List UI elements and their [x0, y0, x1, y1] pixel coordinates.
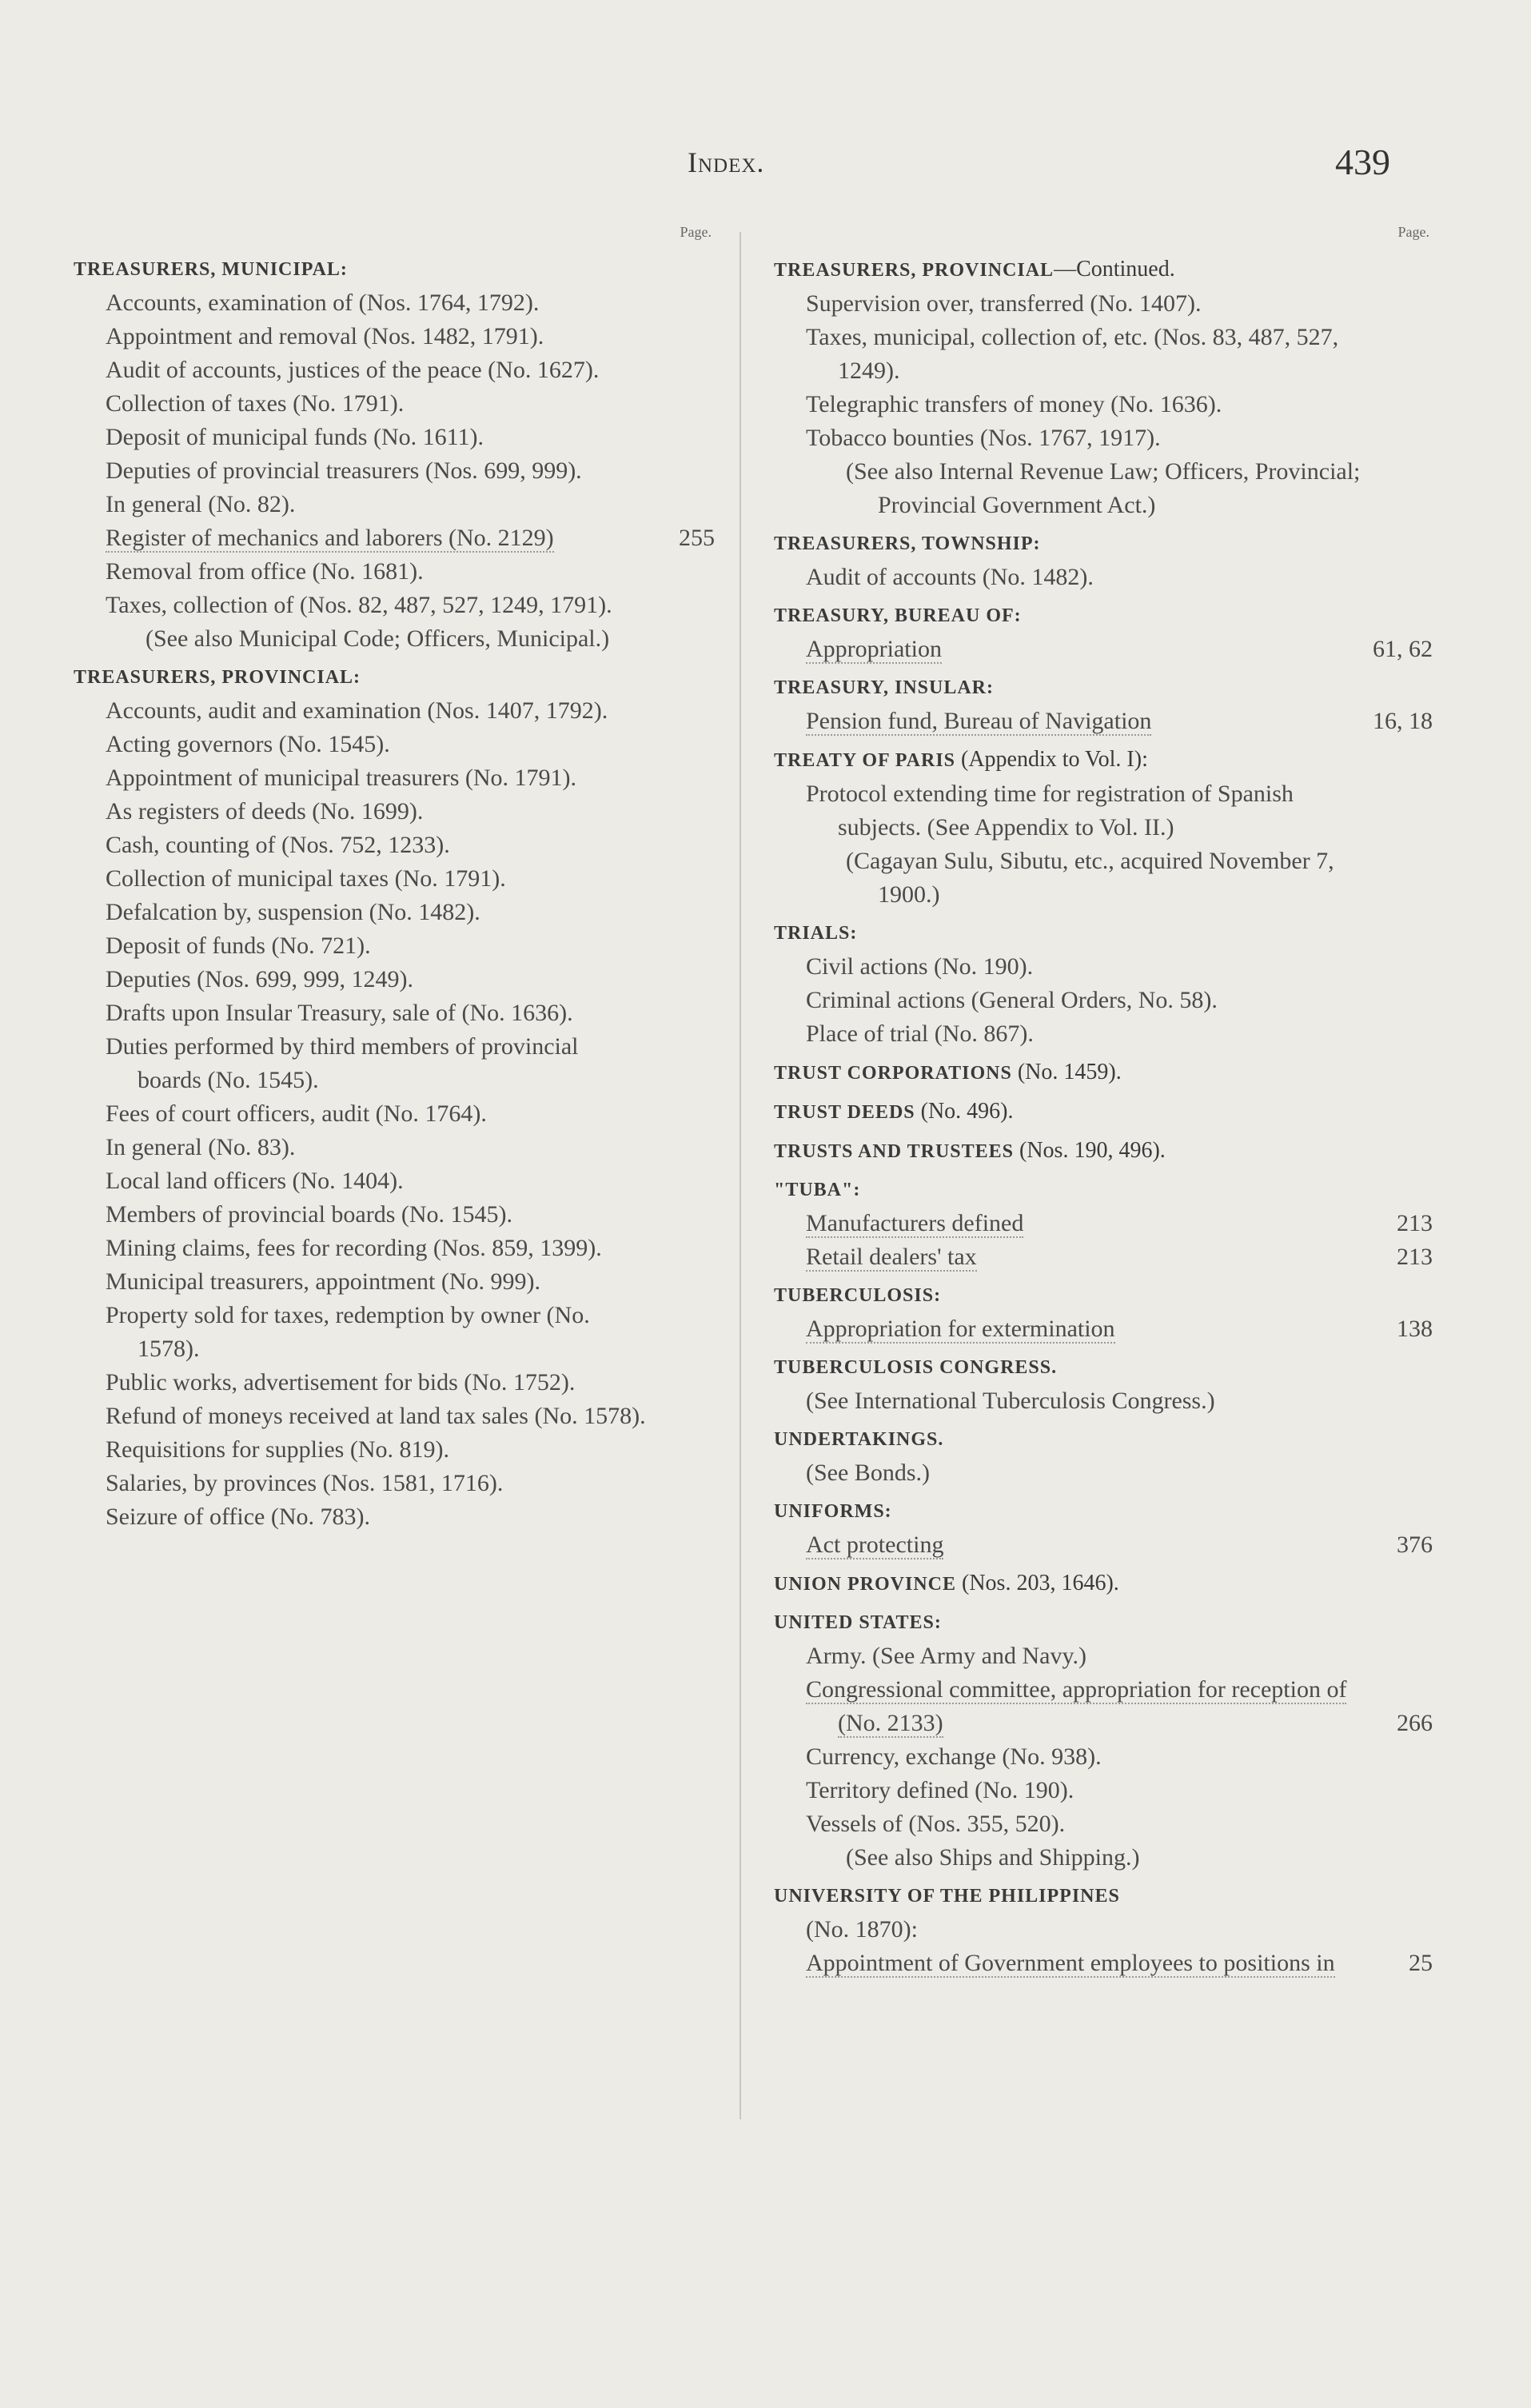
index-entry [774, 1673, 1437, 1740]
page-ref: 138 [1397, 1316, 1433, 1342]
index-entry: (No. 1870): [806, 1916, 918, 1943]
index-entry: Deputies of provincial treasurers (Nos. 699, 999). [106, 457, 582, 484]
index-entry [774, 705, 1437, 738]
see-also-entry: (See also Ships and Shipping.) [846, 1844, 1140, 1871]
heading-ref: (No. 1459). [1017, 1060, 1122, 1084]
index-entry: Collection of municipal taxes (No. 1791). [106, 865, 506, 892]
entry-text: Register of mechanics and laborers (No. 2129) [106, 525, 554, 551]
index-entry: In general (No. 83). [106, 1134, 296, 1160]
index-entry: Telegraphic transfers of money (No. 1636). [806, 391, 1222, 417]
index-entry: Place of trial (No. 867). [806, 1020, 1034, 1047]
index-heading: "TUBA": [774, 1180, 861, 1200]
index-heading: TRIALS: [774, 923, 858, 944]
index-entry [74, 521, 720, 555]
heading-ref: (No. 496). [920, 1099, 1014, 1124]
index-entry: Members of provincial boards (No. 1545). [106, 1201, 513, 1228]
index-entry [774, 633, 1437, 666]
index-entry [774, 1312, 1437, 1346]
index-entry: Fees of court officers, audit (No. 1764). [106, 1100, 487, 1127]
index-heading: TUBERCULOSIS: [774, 1285, 942, 1306]
index-heading: UNIFORMS: [774, 1501, 892, 1522]
index-entry: Appointment and removal (Nos. 1482, 1791). [106, 323, 544, 349]
index-entry: Taxes, collection of (Nos. 82, 487, 527, 1249, 1791). [106, 592, 612, 618]
index-heading: TREASURERS, TOWNSHIP: [774, 533, 1041, 554]
see-also-entry: (See International Tuberculosis Congress.) [806, 1388, 1215, 1414]
index-entry: Refund of moneys received at land tax sales (No. 1578). [106, 1403, 646, 1429]
index-heading: TREASURERS, PROVINCIAL: [74, 667, 361, 688]
index-entry: Appointment of municipal treasurers (No. 1791). [106, 765, 577, 791]
index-entry: Accounts, examination of (Nos. 1764, 1792). [106, 290, 540, 316]
page-column-label: Page. [1397, 224, 1429, 240]
index-entry: Deposit of funds (No. 721). [106, 932, 371, 959]
index-entry: Audit of accounts (No. 1482). [806, 564, 1094, 590]
index-heading [774, 1095, 1437, 1129]
heading-text: TREASURERS, PROVINCIAL [774, 260, 1055, 281]
page-ref: 213 [1397, 1244, 1433, 1270]
heading-ref: (Appendix to Vol. I): [961, 747, 1148, 772]
continued-label: —Continued. [1054, 257, 1175, 282]
index-entry: Civil actions (No. 190). [806, 953, 1034, 980]
index-entry: Vessels of (Nos. 355, 520). [806, 1811, 1066, 1837]
see-also-entry: (See also Municipal Code; Officers, Municipal.) [146, 625, 610, 652]
index-entry: Deputies (Nos. 699, 999, 1249). [106, 966, 413, 992]
index-entry: Mining claims, fees for recording (Nos. 859, 1399). [106, 1235, 602, 1261]
index-heading [774, 743, 1437, 777]
page-ref: 61, 62 [1373, 636, 1433, 662]
index-entry: Salaries, by provinces (Nos. 1581, 1716). [106, 1470, 504, 1496]
index-entry: Defalcation by, suspension (No. 1482). [106, 899, 480, 925]
index-entry: Local land officers (No. 1404). [106, 1168, 404, 1194]
heading-text: TRUST DEEDS [774, 1102, 915, 1123]
index-heading: TREASURY, BUREAU OF: [774, 605, 1022, 626]
index-entry [774, 1240, 1437, 1274]
index-heading [774, 253, 1437, 287]
page-header [0, 142, 1531, 194]
heading-text: TRUSTS AND TRUSTEES [774, 1141, 1015, 1162]
page-ref: 376 [1397, 1531, 1433, 1558]
entry-text: Manufacturers defined [806, 1210, 1024, 1236]
index-entry: Protocol extending time for registration of Spanish subjects. (See Appendix to Vol. II.) [806, 781, 1294, 841]
index-entry: Criminal actions (General Orders, No. 58). [806, 987, 1218, 1013]
index-heading: UNDERTAKINGS. [774, 1429, 944, 1450]
page-ref: 266 [1397, 1710, 1433, 1736]
index-entry: Audit of accounts, justices of the peace (No. 1627). [106, 357, 600, 383]
heading-text: UNION PROVINCE [774, 1574, 957, 1595]
entry-text: Appropriation for extermination [806, 1316, 1115, 1342]
index-entry: Property sold for taxes, redemption by owner (No. 1578). [106, 1302, 590, 1362]
page-ref: 16, 18 [1373, 708, 1433, 734]
index-entry [774, 1947, 1437, 1980]
index-entry: Supervision over, transferred (No. 1407). [806, 290, 1202, 317]
entry-text: Appointment of Government employees to positions in [806, 1950, 1335, 1976]
index-heading: UNITED STATES: [774, 1612, 942, 1633]
index-heading [774, 1567, 1437, 1601]
index-column-right [774, 224, 1437, 1980]
index-entry: Drafts upon Insular Treasury, sale of (No. 1636). [106, 1000, 573, 1026]
index-entry: Municipal treasurers, appointment (No. 999). [106, 1268, 541, 1295]
index-heading: TREASURERS, MUNICIPAL: [74, 259, 348, 280]
heading-text: TREATY OF PARIS [774, 750, 956, 771]
index-heading [774, 1056, 1437, 1090]
index-entry: Currency, exchange (No. 938). [806, 1743, 1102, 1770]
index-heading: UNIVERSITY OF THE PHILIPPINES [774, 1886, 1120, 1907]
index-entry: Public works, advertisement for bids (No. 1752). [106, 1369, 576, 1396]
entry-text: Pension fund, Bureau of Navigation [806, 708, 1152, 734]
entry-text: Retail dealers' tax [806, 1244, 977, 1270]
index-entry: Acting governors (No. 1545). [106, 731, 390, 757]
index-entry: In general (No. 82). [106, 491, 296, 517]
index-heading: TUBERCULOSIS CONGRESS. [774, 1357, 1058, 1378]
index-entry: Taxes, municipal, collection of, etc. (Nos. 83, 487, 527, 1249). [806, 324, 1339, 384]
page-ref: 213 [1397, 1210, 1433, 1236]
index-entry [774, 1528, 1437, 1562]
page-column-label: Page. [680, 224, 712, 240]
index-entry: Removal from office (No. 1681). [106, 558, 424, 585]
index-entry: Tobacco bounties (Nos. 1767, 1917). [806, 425, 1161, 451]
index-heading: TREASURY, INSULAR: [774, 677, 994, 698]
index-entry: Accounts, audit and examination (Nos. 1407, 1792). [106, 697, 608, 724]
index-entry: As registers of deeds (No. 1699). [106, 798, 424, 825]
entry-text: Congressional committee, appropriation for reception of (No. 2133) [806, 1676, 1347, 1736]
index-entry: Requisitions for supplies (No. 819). [106, 1436, 449, 1463]
page-ref: 255 [679, 525, 715, 551]
index-entry: (Cagayan Sulu, Sibutu, etc., acquired November 7, 1900.) [846, 848, 1334, 908]
heading-text: TRUST CORPORATIONS [774, 1063, 1012, 1084]
index-entry: Seizure of office (No. 783). [106, 1504, 370, 1530]
index-entry: Duties performed by third members of provincial boards (No. 1545). [106, 1033, 579, 1093]
index-entry: Deposit of municipal funds (No. 1611). [106, 424, 484, 450]
index-entry: Army. (See Army and Navy.) [806, 1643, 1087, 1669]
column-divider [740, 232, 741, 2119]
heading-ref: (Nos. 203, 1646). [962, 1571, 1119, 1595]
page-number: 439 [1335, 142, 1390, 182]
see-also-entry: (See also Internal Revenue Law; Officers, Provincial; Provincial Government Act.) [846, 458, 1361, 518]
index-entry: Collection of taxes (No. 1791). [106, 390, 405, 417]
entry-text: Appropriation [806, 636, 942, 662]
index-entry: Cash, counting of (Nos. 752, 1233). [106, 832, 450, 858]
index-entry [774, 1207, 1437, 1240]
entry-text: Act protecting [806, 1531, 944, 1558]
page-ref: 25 [1409, 1950, 1433, 1976]
page-title: Index. [688, 146, 765, 178]
heading-ref: (Nos. 190, 496). [1019, 1138, 1166, 1163]
see-also-entry: (See Bonds.) [806, 1460, 930, 1486]
index-column-left [74, 224, 720, 1534]
index-entry: Territory defined (No. 190). [806, 1777, 1074, 1803]
index-heading [774, 1134, 1437, 1168]
